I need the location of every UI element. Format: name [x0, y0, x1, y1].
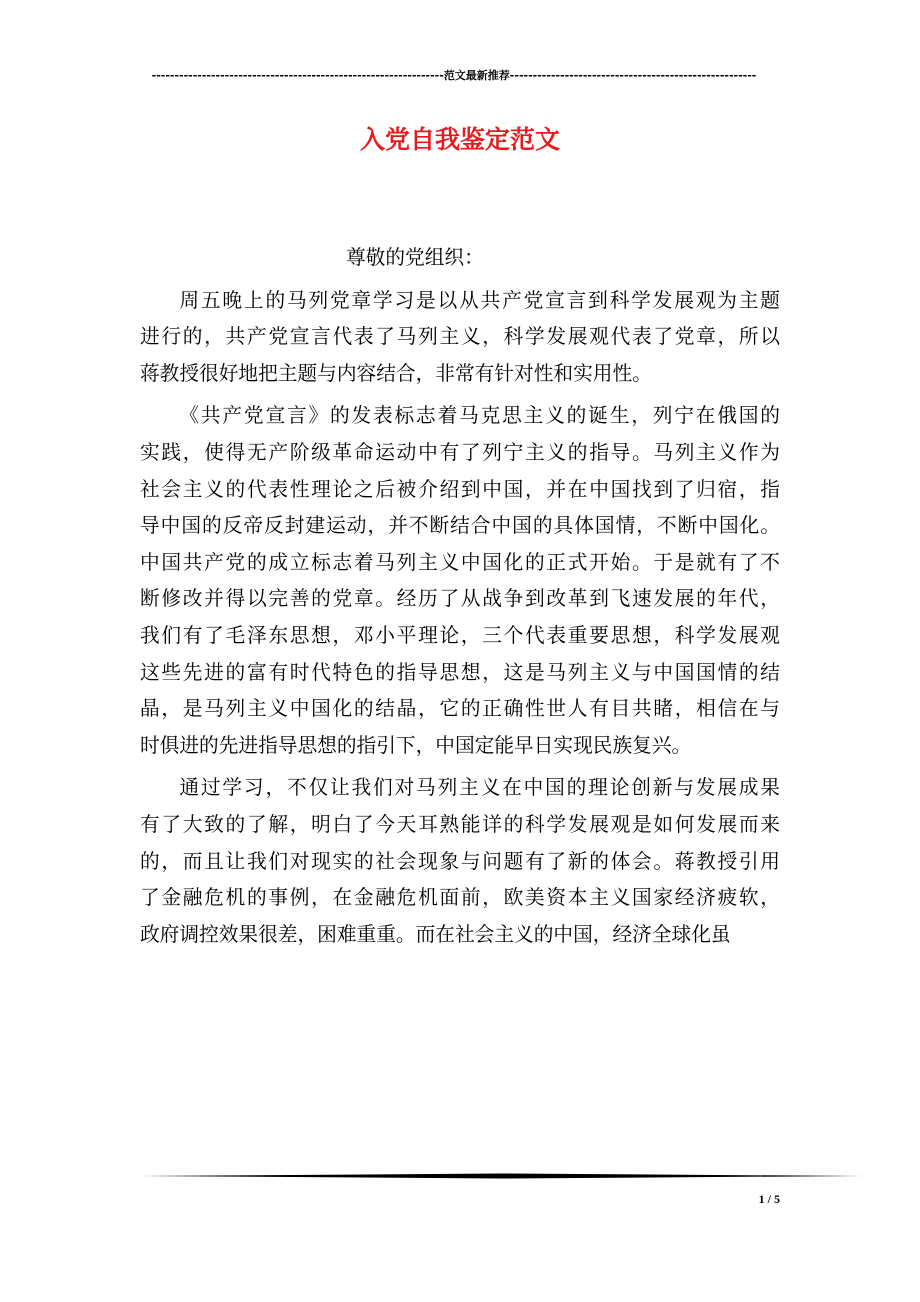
footer-rule [140, 1170, 862, 1182]
paragraph [140, 398, 780, 764]
paragraph-line: 周五晚上的马列党章学习是以从共产党宣言到科学发展观为主题 [179, 288, 780, 312]
paragraph-line: 通过学习，不仅让我们对马列主义在中国的理论创新与发展成果 [179, 776, 780, 800]
paragraph [140, 770, 780, 953]
paragraph-line: 社会主义的代表性理论之后被介绍到中国，并在中国找到了归宿，指 [140, 477, 780, 501]
document-body [140, 240, 780, 959]
paragraph-line: 导中国的反帝反封建运动，并不断结合中国的具体国情，不断中国化。 [140, 514, 780, 538]
paragraph-line: 中国共产党的成立标志着马列主义中国化的正式开始。于是就有了不 [140, 550, 780, 574]
paragraph-line: 蒋教授很好地把主题与内容结合，非常有针对性和实用性。 [140, 361, 652, 385]
paragraph-line: 有了大致的了解，明白了今天耳熟能详的科学发展观是如何发展而来 [140, 812, 780, 836]
salutation: 尊敬的党组织： [346, 246, 484, 269]
paragraph-line: 《共产党宣言》的发表标志着马克思主义的诞生，列宁在俄国的 [179, 404, 780, 428]
paragraph-line: 时俱进的先进指导思想的指引下，中国定能早日实现民族复兴。 [140, 733, 692, 757]
paragraph-line: 进行的，共产党宣言代表了马列主义，科学发展观代表了党章，所以 [140, 325, 780, 349]
paragraph-line: 晶，是马列主义中国化的结晶，它的正确性世人有目共睹，相信在与 [140, 697, 780, 721]
paragraph-line: 实践，使得无产阶级革命运动中有了列宁主义的指导。马列主义作为 [140, 440, 780, 464]
paragraph [140, 283, 780, 393]
paragraphs [140, 283, 780, 954]
page-number: 1 / 5 [758, 1192, 780, 1206]
paragraph-line: 政府调控效果很差，困难重重。而在社会主义的中国，经济全球化虽 [140, 922, 731, 946]
paragraph-line: 了金融危机的事例，在金融危机面前，欧美资本主义国家经济疲软， [140, 886, 780, 910]
paragraph-line: 我们有了毛泽东思想，邓小平理论，三个代表重要思想，科学发展观 [140, 623, 780, 647]
paragraph-line: 这些先进的富有时代特色的指导思想，这是马列主义与中国国情的结 [140, 660, 780, 684]
page-header: ----------------------------------------------------------------范文最新推荐------------------------------------------------------ [151, 69, 757, 82]
document-title: 入党自我鉴定范文 [359, 125, 560, 154]
paragraph-line: 断修改并得以完善的党章。经历了从战争到改革到飞速发展的年代， [140, 587, 780, 611]
paragraph-line: 的，而且让我们对现实的社会现象与问题有了新的体会。蒋教授引用 [140, 849, 780, 873]
